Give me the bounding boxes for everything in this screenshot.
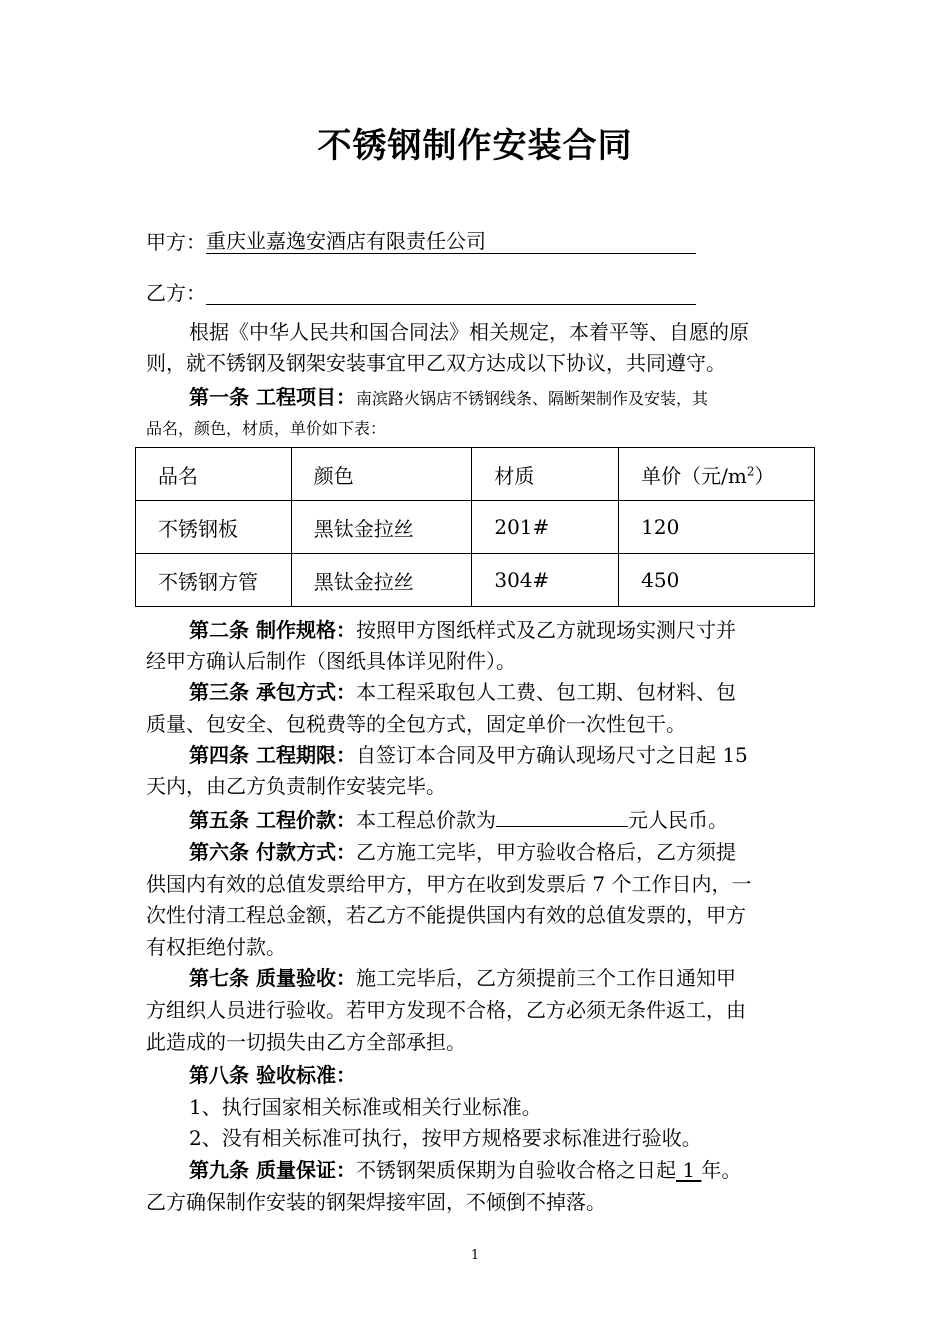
article-3-line-1: 第三条 承包方式：本工程采取包人工费、包工期、包材料、包 bbox=[189, 680, 736, 704]
party-a-line bbox=[146, 229, 696, 254]
table-cell: 201# bbox=[472, 501, 619, 554]
article-8-item-1: 1、执行国家相关标准或相关行业标准。 bbox=[189, 1095, 542, 1119]
article-6-line-1: 第六条 付款方式：乙方施工完毕，甲方验收合格后，乙方须提 bbox=[189, 840, 736, 864]
article-7-heading: 第七条 质量验收： bbox=[189, 966, 356, 990]
party-a-value: 重庆业嘉逸安酒店有限责任公司 bbox=[206, 229, 696, 254]
party-b-label: 乙方： bbox=[146, 281, 206, 305]
table-cell: 120 bbox=[619, 501, 815, 554]
table-cell: 不锈钢板 bbox=[136, 501, 292, 554]
article-7-line-3: 此造成的一切损失由乙方全部承担。 bbox=[146, 1030, 466, 1054]
header-cell-name: 品名 bbox=[136, 448, 292, 501]
article-4-heading: 第四条 工程期限： bbox=[189, 743, 356, 767]
article-4-line-2: 天内，由乙方负责制作安装完毕。 bbox=[146, 774, 446, 798]
article-9-line-1: 第九条 质量保证：不锈钢架质保期为自验收合格之日起 1 年。 bbox=[189, 1158, 742, 1182]
table-cell: 黑钛金拉丝 bbox=[291, 554, 472, 607]
article-1-heading: 第一条 工程项目： bbox=[189, 385, 356, 409]
article-6-line-2: 供国内有效的总值发票给甲方，甲方在收到发票后 7 个工作日内，一 bbox=[146, 872, 752, 896]
table-row bbox=[136, 554, 815, 607]
warranty-years: 1 bbox=[675, 1158, 702, 1182]
article-8-item-2: 2、没有相关标准可执行，按甲方规格要求标准进行验收。 bbox=[189, 1126, 702, 1150]
article-7-line-1: 第七条 质量验收：施工完毕后，乙方须提前三个工作日通知甲 bbox=[189, 966, 736, 990]
party-b-line bbox=[146, 280, 696, 305]
article-5-heading: 第五条 工程价款： bbox=[189, 808, 356, 832]
intro-line-1: 根据《中华人民共和国合同法》相关规定，本着平等、自愿的原 bbox=[189, 320, 749, 344]
table-cell: 304# bbox=[472, 554, 619, 607]
article-7-line-2: 方组织人员进行验收。若甲方发现不合格，乙方必须无条件返工，由 bbox=[146, 998, 746, 1022]
article-5-line: 第五条 工程价款：本工程总价款为 元人民币。 bbox=[189, 808, 728, 832]
article-3-line-2: 质量、包安全、包税费等的全包方式，固定单价一次性包干。 bbox=[146, 712, 686, 736]
article-2-heading: 第二条 制作规格： bbox=[189, 618, 356, 642]
article-8-heading: 第八条 验收标准： bbox=[189, 1063, 356, 1087]
intro-line-2: 则，就不锈钢及钢架安装事宜甲乙双方达成以下协议，共同遵守。 bbox=[146, 351, 726, 375]
article-4-line-1: 第四条 工程期限：自签订本合同及甲方确认现场尺寸之日起 15 bbox=[189, 743, 748, 767]
spec-table bbox=[135, 447, 815, 607]
price-blank bbox=[496, 806, 628, 827]
document-title: 不锈钢制作安装合同 bbox=[317, 126, 633, 166]
party-a-label: 甲方： bbox=[146, 230, 206, 254]
article-2-line-1: 第二条 制作规格：按照甲方图纸样式及乙方就现场实测尺寸并 bbox=[189, 618, 736, 642]
table-cell: 黑钛金拉丝 bbox=[291, 501, 472, 554]
page-number: 1 bbox=[470, 1248, 480, 1263]
article-1-line-2: 品名，颜色，材质，单价如下表： bbox=[146, 419, 387, 438]
article-6-line-3: 次性付清工程总金额，若乙方不能提供国内有效的总值发票的，甲方 bbox=[146, 903, 746, 927]
party-b-blank bbox=[206, 280, 696, 305]
article-6-heading: 第六条 付款方式： bbox=[189, 840, 356, 864]
article-3-heading: 第三条 承包方式： bbox=[189, 680, 356, 704]
header-cell-material: 材质 bbox=[472, 448, 619, 501]
table-cell: 不锈钢方管 bbox=[136, 554, 292, 607]
article-6-line-4: 有权拒绝付款。 bbox=[146, 935, 286, 959]
article-9-line-2: 乙方确保制作安装的钢架焊接牢固，不倾倒不掉落。 bbox=[146, 1190, 606, 1214]
table-cell: 450 bbox=[619, 554, 815, 607]
header-cell-price: 单价（元$/m^2$） bbox=[619, 448, 815, 501]
table-header-row bbox=[136, 448, 815, 501]
header-cell-color: 颜色 bbox=[291, 448, 472, 501]
article-1-line-1 bbox=[189, 384, 809, 412]
table-row bbox=[136, 501, 815, 554]
article-1-text: 南滨路火锅店不锈钢线条、隔断架制作及安装，其 bbox=[355, 389, 708, 408]
article-9-heading: 第九条 质量保证： bbox=[189, 1158, 356, 1182]
article-2-line-2: 经甲方确认后制作（图纸具体详见附件）。 bbox=[146, 649, 516, 673]
